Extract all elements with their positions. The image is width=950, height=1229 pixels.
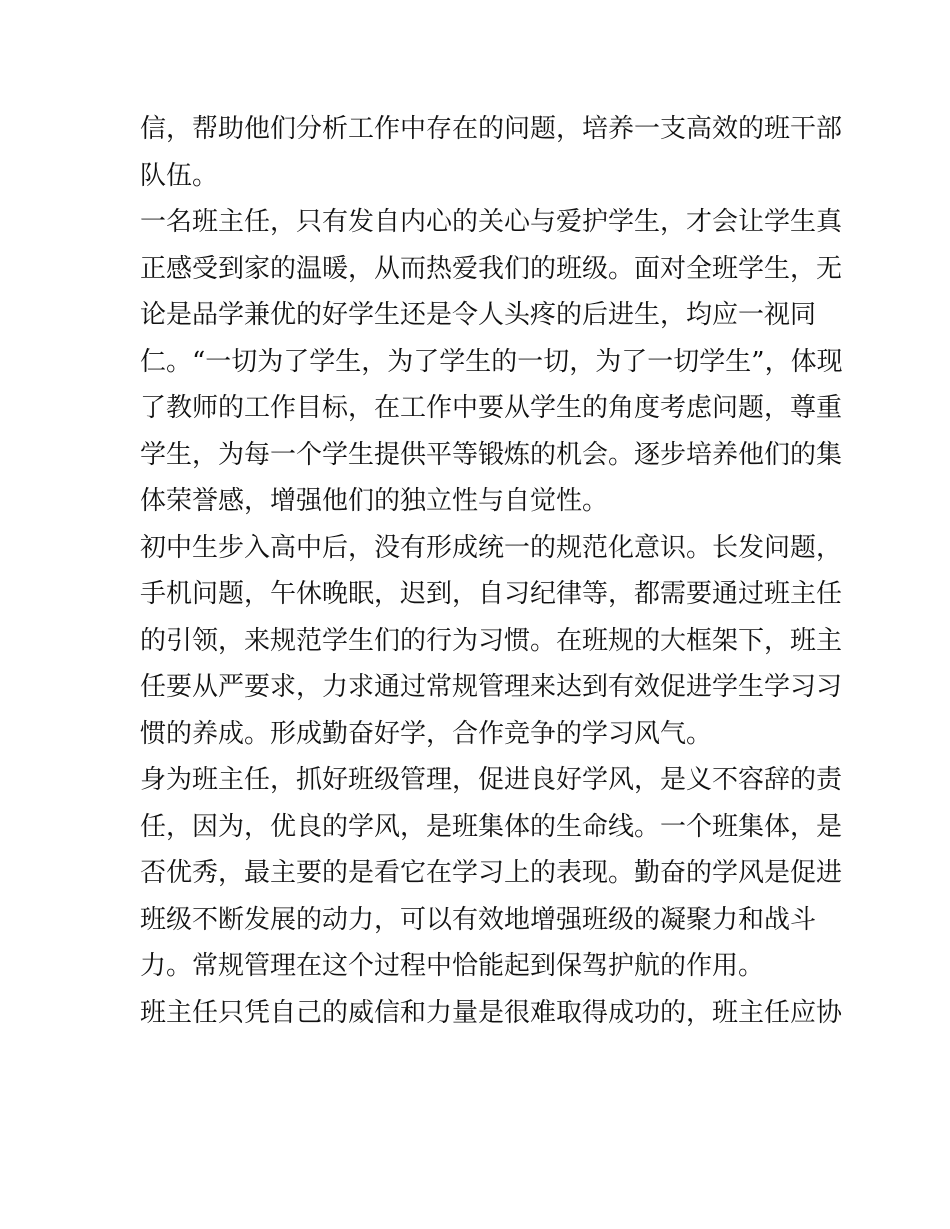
text-line: 了教师的工作目标，在工作中要从学生的角度考虑问题，尊重 <box>140 393 843 423</box>
text-line: 初中生步入高中后，没有形成统一的规范化意识。长发问题， <box>140 532 843 563</box>
text-line: 否优秀，最主要的是看它在学习上的表现。勤奋的学风是促进 <box>140 858 843 888</box>
text-line: 学生，为每一个学生提供平等锻炼的机会。逐步培养他们的集 <box>140 439 843 470</box>
text-line: 班级不断发展的动力，可以有效地增强班级的凝聚力和战斗 <box>140 904 817 935</box>
text-line: 班主任只凭自己的威信和力量是很难取得成功的，班主任应协 <box>140 997 843 1028</box>
text-line: 惯的养成。形成勤奋好学，合作竞争的学习风气。 <box>140 718 713 749</box>
text-line: 体荣誉感，增强他们的独立性与自觉性。 <box>140 486 609 516</box>
text-line: 身为班主任，抓好班级管理，促进良好学风，是义不容辞的责 <box>140 765 843 795</box>
text-line: 一名班主任，只有发自内心的关心与爱护学生，才会让学生真 <box>140 207 843 237</box>
document-body <box>140 106 843 1036</box>
text-line: 的引领，来规范学生们的行为习惯。在班规的大框架下，班主 <box>140 625 843 656</box>
text-line: 手机问题，午休晚眠，迟到，自习纪律等，都需要通过班主任 <box>140 579 843 609</box>
text-line: 任要从严要求，力求通过常规管理来达到有效促进学生学习习 <box>140 672 843 702</box>
text-line: 队伍。 <box>140 160 219 191</box>
text-line: 力。常规管理在这个过程中恰能起到保驾护航的作用。 <box>140 951 765 981</box>
text-line: 信，帮助他们分析工作中存在的问题，培养一支高效的班干部 <box>140 114 843 144</box>
text-line: 仁。“一切为了学生，为了学生的一切，为了一切学生”，体现 <box>140 346 843 377</box>
text-line: 论是品学兼优的好学生还是令人头疼的后进生，均应一视同 <box>140 300 817 330</box>
text-line: 任，因为，优良的学风，是班集体的生命线。一个班集体，是 <box>140 811 843 842</box>
text-line: 正感受到家的温暖，从而热爱我们的班级。面对全班学生，无 <box>140 253 843 284</box>
